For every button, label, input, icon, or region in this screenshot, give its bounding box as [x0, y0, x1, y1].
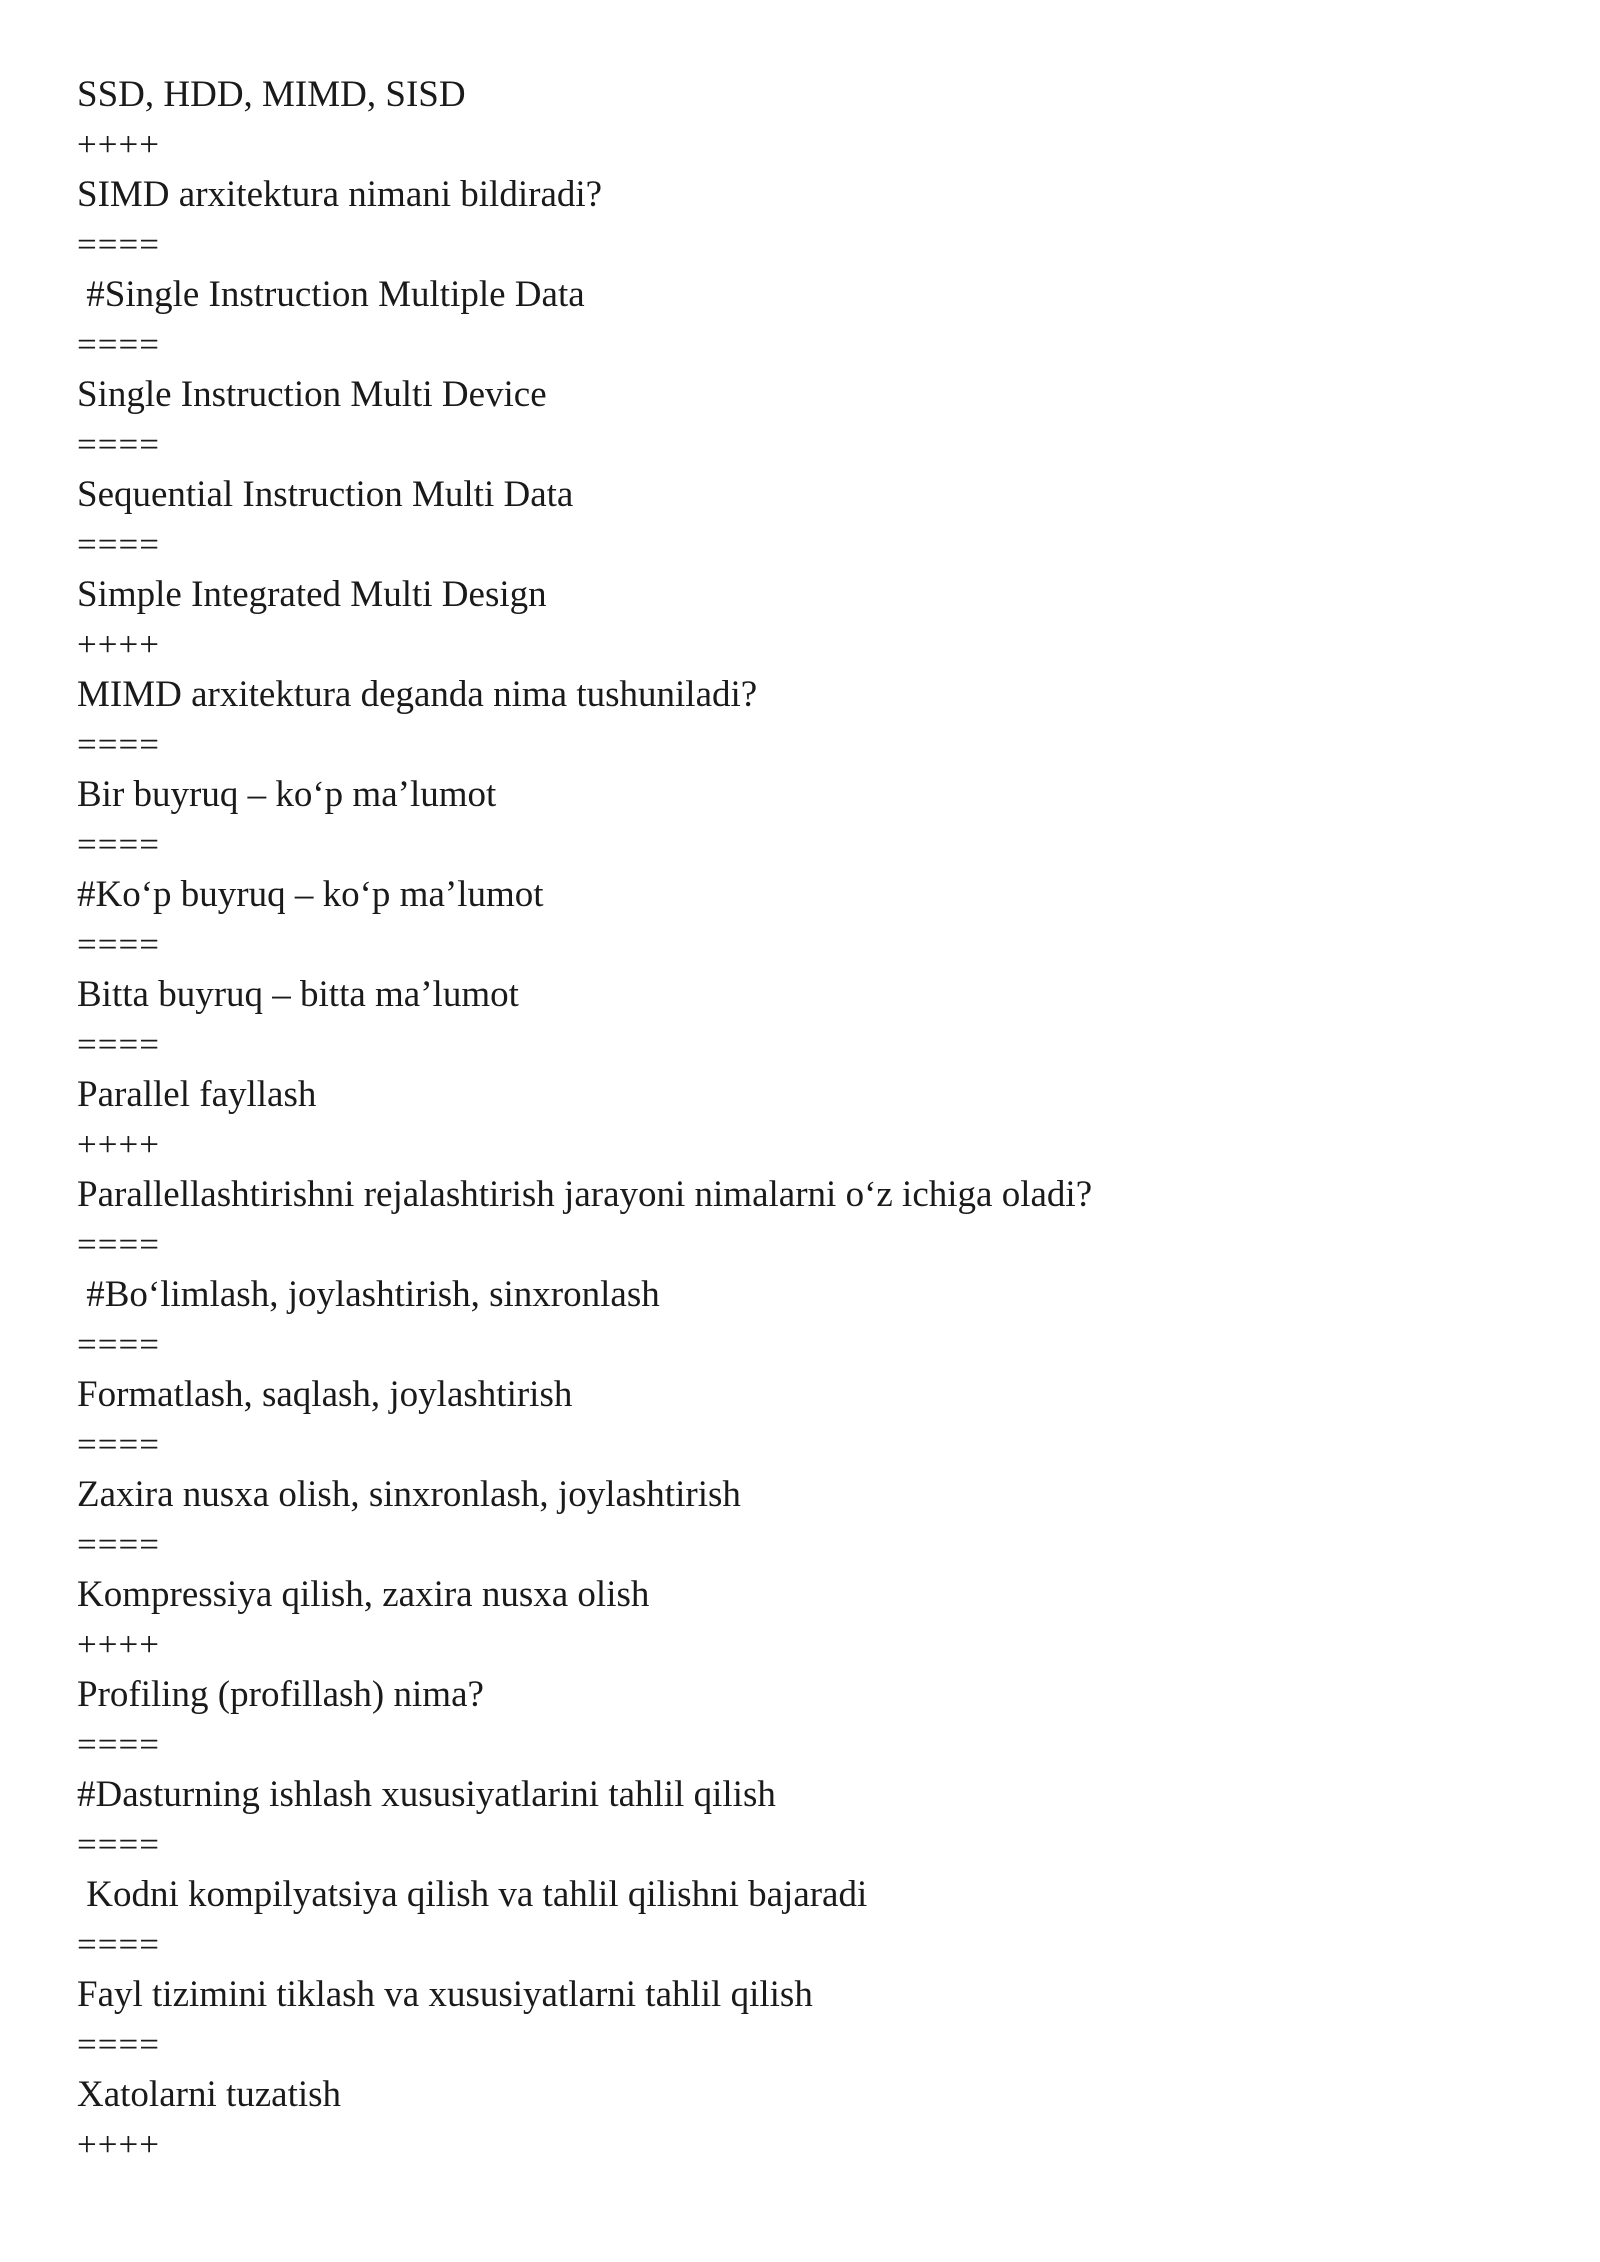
text-line: Zaxira nusxa olish, sinxronlash, joylashtirish	[77, 1474, 741, 1515]
separator-line: ====	[77, 1425, 160, 1464]
text-line: Profiling (profillash) nima?	[77, 1674, 484, 1715]
document-body	[77, 70, 1537, 2170]
separator-line: ====	[77, 1525, 160, 1564]
separator-line: ====	[77, 925, 160, 964]
text-line: Formatlash, saqlash, joylashtirish	[77, 1374, 573, 1415]
text-line: Bitta buyruq – bitta ma’lumot	[77, 974, 519, 1015]
separator-line: ====	[77, 1825, 160, 1864]
text-line: SSD, HDD, MIMD, SISD	[77, 74, 466, 115]
separator-line: ++++	[77, 625, 160, 664]
separator-line: ====	[77, 525, 160, 564]
text-line: SIMD arxitektura nimani bildiradi?	[77, 174, 603, 215]
text-line: #Koʻp buyruq – koʻp ma’lumot	[77, 874, 544, 915]
separator-line: ====	[77, 1925, 160, 1964]
separator-line: ====	[77, 725, 160, 764]
separator-line: ++++	[77, 2125, 160, 2164]
text-line: Kompressiya qilish, zaxira nusxa olish	[77, 1574, 650, 1615]
separator-line: ====	[77, 425, 160, 464]
separator-line: ====	[77, 325, 160, 364]
text-line: Single Instruction Multi Device	[77, 374, 547, 415]
separator-line: ====	[77, 825, 160, 864]
text-line: MIMD arxitektura deganda nima tushuniladi?	[77, 674, 758, 715]
separator-line: ====	[77, 1325, 160, 1364]
text-line: Fayl tizimini tiklash va xususiyatlarni tahlil qilish	[77, 1974, 813, 2015]
text-line: Xatolarni tuzatish	[77, 2074, 342, 2115]
text-line: Kodni kompilyatsiya qilish va tahlil qilishni bajaradi	[77, 1874, 868, 1915]
separator-line: ====	[77, 2025, 160, 2064]
separator-line: ++++	[77, 1625, 160, 1664]
text-line: Sequential Instruction Multi Data	[77, 474, 574, 515]
text-line: #Single Instruction Multiple Data	[77, 274, 585, 315]
separator-line: ====	[77, 1025, 160, 1064]
text-line: Bir buyruq – koʻp ma’lumot	[77, 774, 497, 815]
separator-line: ++++	[77, 1125, 160, 1164]
separator-line: ====	[77, 225, 160, 264]
text-line: Parallel fayllash	[77, 1074, 317, 1115]
text-line: #Dasturning ishlash xususiyatlarini tahlil qilish	[77, 1774, 776, 1815]
separator-line: ++++	[77, 125, 160, 164]
separator-line: ====	[77, 1725, 160, 1764]
text-line: Parallellashtirishni rejalashtirish jarayoni nimalarni oʻz ichiga oladi?	[77, 1174, 1093, 1215]
text-line: #Boʻlimlash, joylashtirish, sinxronlash	[77, 1274, 660, 1315]
text-line: Simple Integrated Multi Design	[77, 574, 547, 615]
separator-line: ====	[77, 1225, 160, 1264]
